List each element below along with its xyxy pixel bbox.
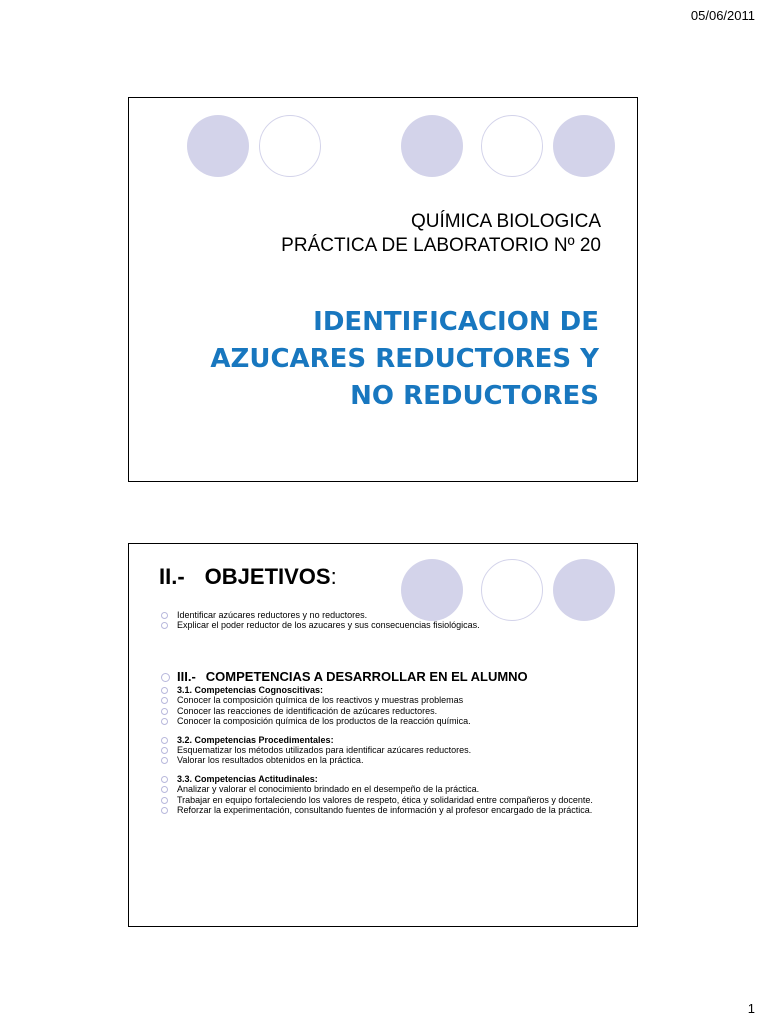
- list-item: Conocer las reacciones de identificación de azúcares reductores.: [161, 706, 599, 716]
- list-item: Conocer la composición química de los productos de la reacción química.: [161, 716, 599, 726]
- heading-colon: :: [330, 564, 337, 589]
- section-label: 3.3. Competencias Actitudinales:: [161, 774, 599, 784]
- page-number: 1: [747, 1001, 755, 1016]
- decorative-circle-filled: [187, 115, 249, 177]
- heading-number: II.-: [159, 564, 185, 589]
- section-label: 3.1. Competencias Cognoscitivas:: [161, 685, 599, 695]
- page-date: 05/06/2011: [690, 8, 755, 23]
- slide-main-title: [210, 304, 599, 415]
- subtitle-course: QUÍMICA BIOLOGICA: [410, 211, 601, 232]
- objectives-heading: [159, 564, 337, 590]
- heading-text: OBJETIVOS: [204, 564, 331, 589]
- list-item: Trabajar en equipo fortaleciendo los valores de respeto, ética y solidaridad entre compañeros y docente.: [161, 795, 599, 805]
- competencias-heading: [161, 669, 599, 685]
- decorative-circle-filled: [553, 115, 615, 177]
- subtitle-practice: PRÁCTICA DE LABORATORIO Nº 20: [281, 235, 601, 256]
- title-line: NO REDUCTORES: [350, 381, 599, 411]
- list-item: Conocer la composición química de los reactivos y muestras problemas: [161, 695, 599, 705]
- title-line: IDENTIFICACION DE: [313, 307, 599, 337]
- objectives-list: [161, 610, 599, 631]
- list-item: Identificar azúcares reductores y no reductores.: [161, 610, 599, 620]
- section-label: 3.2. Competencias Procedimentales:: [161, 735, 599, 745]
- slide-objectives: [128, 543, 638, 927]
- title-line: AZUCARES REDUCTORES Y: [210, 344, 599, 374]
- list-item: Explicar el poder reductor de los azucares y sus consecuencias fisiológicas.: [161, 620, 599, 630]
- slide-title: [128, 97, 638, 482]
- list-item: Valorar los resultados obtenidos en la práctica.: [161, 755, 599, 765]
- competencias-list: [161, 669, 599, 815]
- competencias-title: COMPETENCIAS A DESARROLLAR EN EL ALUMNO: [205, 669, 528, 684]
- list-item: Esquematizar los métodos utilizados para identificar azúcares reductores.: [161, 745, 599, 755]
- decorative-circle-filled: [401, 115, 463, 177]
- decorative-circle-outline: [259, 115, 321, 177]
- competencias-number: III.-: [177, 669, 196, 684]
- decorative-circle-outline: [481, 115, 543, 177]
- slide-subtitle: [281, 210, 601, 258]
- list-item: Reforzar la experimentación, consultando fuentes de información y al profesor encargado de la práctica.: [161, 805, 599, 815]
- list-item: Analizar y valorar el conocimiento brindado en el desempeño de la práctica.: [161, 784, 599, 794]
